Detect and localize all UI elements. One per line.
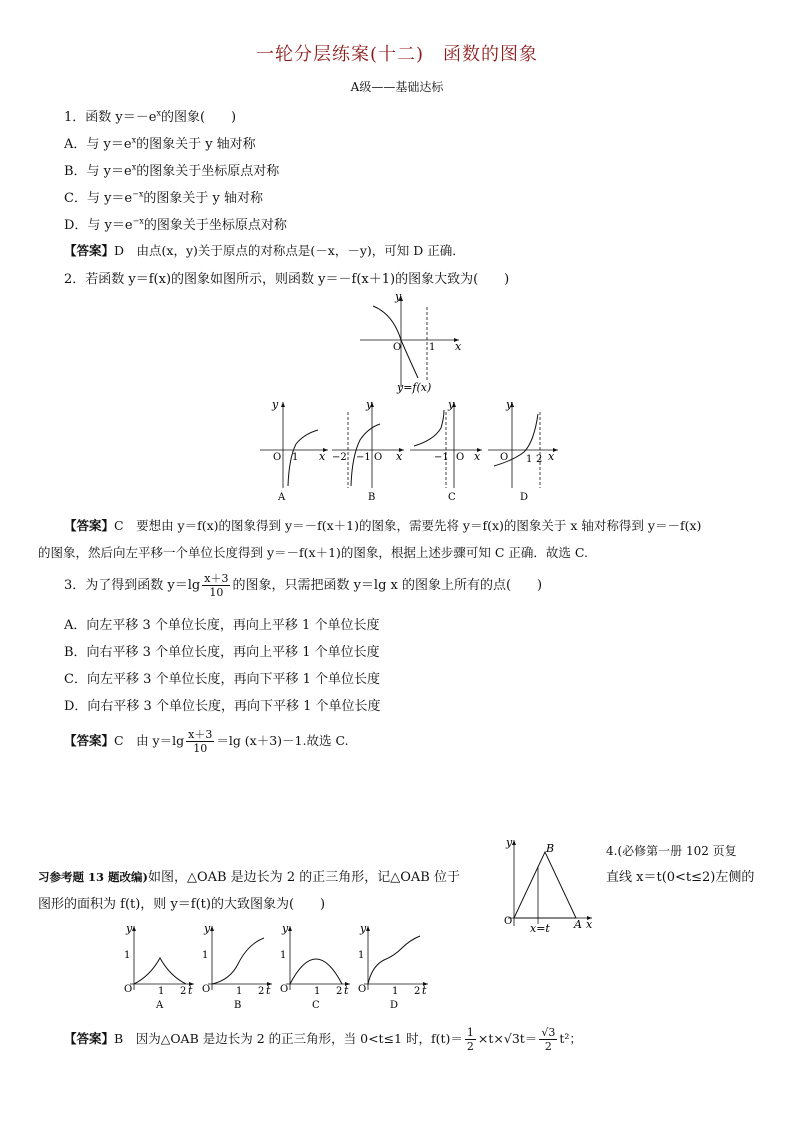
q4-stem-line3: 图形的面积为 f(t)，则 y＝f(t)的大致图象为( ) bbox=[38, 897, 326, 912]
svg-text:O: O bbox=[374, 452, 383, 463]
svg-text:2: 2 bbox=[180, 986, 187, 997]
svg-text:t: t bbox=[188, 984, 193, 997]
q3-answer: 【答案】C 由 y＝lg $\frac{x+3}{10}$ ＝lg (x＋3)－1.故选 C. bbox=[64, 728, 349, 755]
q4-stem-left: 习参考题 13 题改编)如图，△OAB 是边长为 2 的正三角形，记△OAB 位于 bbox=[38, 870, 460, 885]
svg-text:B: B bbox=[546, 842, 555, 855]
q4-triangle-figure bbox=[500, 836, 596, 934]
q4-stem-right-1: 4.(必修第一册 102 页复 bbox=[606, 844, 737, 858]
svg-text:O: O bbox=[202, 984, 211, 995]
svg-text:y: y bbox=[448, 398, 455, 411]
svg-text:−1: −1 bbox=[434, 452, 449, 463]
svg-text:1: 1 bbox=[429, 342, 436, 353]
svg-text:2: 2 bbox=[414, 986, 421, 997]
svg-text:2: 2 bbox=[258, 986, 265, 997]
q3-option-c: C．向左平移 3 个单位长度，再向下平移 1 个单位长度 bbox=[64, 672, 381, 687]
svg-text:y: y bbox=[506, 398, 513, 411]
svg-text:y: y bbox=[204, 922, 211, 935]
svg-text:D: D bbox=[520, 492, 529, 502]
svg-text:x=t: x=t bbox=[530, 922, 550, 934]
q2-main-graph bbox=[355, 292, 465, 394]
svg-text:B: B bbox=[368, 492, 376, 502]
q1-option-d: D．与 $y=e^{-x}$的图象关于坐标原点对称 bbox=[64, 216, 287, 233]
q3-option-d: D．向右平移 3 个单位长度，再向下平移 1 个单位长度 bbox=[64, 699, 381, 714]
svg-text:1: 1 bbox=[236, 986, 243, 997]
svg-text:O: O bbox=[500, 452, 509, 463]
q4-option-graph-d bbox=[354, 920, 432, 1010]
q2-answer-line2: 的图象，然后向左平移一个单位长度得到 y＝－f(x＋1)的图象，根据上述步骤可知 C 正确．故选 C. bbox=[38, 545, 588, 560]
q2-stem: 2．若函数 y＝f(x)的图象如图所示，则函数 y＝－f(x＋1)的图象大致为( ) bbox=[64, 272, 510, 287]
svg-text:t: t bbox=[344, 984, 349, 997]
q2-main-caption: y=f(x) bbox=[397, 381, 432, 394]
svg-text:y: y bbox=[506, 836, 513, 849]
svg-text:O: O bbox=[456, 452, 465, 463]
q1-option-a: A．与 $y=e^x$的图象关于 y 轴对称 bbox=[64, 135, 256, 152]
q4-option-graph-b bbox=[198, 920, 276, 1010]
q1-answer: 【答案】D 由点(x，y)关于原点的对称点是(－x，－y)，可知 D 正确． bbox=[64, 243, 465, 258]
q1-stem: 1．函数 $y=-e^x$的图象( ) bbox=[64, 108, 237, 125]
svg-text:O: O bbox=[504, 916, 513, 927]
q4-option-graph-c bbox=[276, 920, 354, 1010]
svg-text:t: t bbox=[422, 984, 427, 997]
svg-text:2: 2 bbox=[536, 454, 543, 465]
svg-text:C: C bbox=[312, 1000, 320, 1010]
svg-text:A: A bbox=[574, 918, 582, 931]
q4-option-graph-a bbox=[120, 920, 198, 1010]
svg-text:−2: −2 bbox=[332, 452, 347, 463]
svg-text:y: y bbox=[282, 922, 289, 935]
svg-text:t: t bbox=[266, 984, 271, 997]
svg-text:1: 1 bbox=[526, 454, 533, 465]
svg-text:y: y bbox=[272, 398, 279, 411]
q2-option-graph-c bbox=[408, 398, 486, 502]
svg-text:x: x bbox=[455, 340, 462, 353]
svg-text:C: C bbox=[448, 492, 456, 502]
svg-text:x: x bbox=[586, 918, 593, 931]
svg-text:O: O bbox=[393, 342, 402, 353]
q2-answer-line1: 【答案】C 要想由 y＝f(x)的图象得到 y＝－f(x＋1)的图象，需要先将 y＝f(x)的图象关于 x 轴对称得到 y＝－f(x) bbox=[64, 518, 702, 533]
q4-stem-right-2: 直线 x＝t(0<t≤2)左侧的 bbox=[606, 870, 755, 885]
q3-stem: 3．为了得到函数 y＝lg $\frac{x+3}{10}$ 的图象，只需把函数 y＝lg x 的图象上所有的点( ) bbox=[64, 572, 543, 599]
svg-text:1: 1 bbox=[358, 950, 365, 961]
svg-text:−1: −1 bbox=[356, 452, 371, 463]
q4-answer: 【答案】B 因为△OAB 是边长为 2 的正三角形，当 0<t≤1 时，f(t)＝ $\frac{1}{2}$ ×t×√3t＝ $\frac{√3}{2}$ t²； bbox=[64, 1026, 582, 1053]
q3-fraction: $\frac{x+3}{10}$ bbox=[204, 572, 229, 599]
svg-text:1: 1 bbox=[292, 452, 299, 463]
svg-text:1: 1 bbox=[280, 950, 287, 961]
svg-text:1: 1 bbox=[158, 986, 165, 997]
svg-text:1: 1 bbox=[314, 986, 321, 997]
q1-option-b: B．与 $y=e^x$的图象关于坐标原点对称 bbox=[64, 162, 280, 179]
svg-text:2: 2 bbox=[336, 986, 343, 997]
svg-text:x: x bbox=[319, 450, 326, 463]
svg-text:y: y bbox=[366, 398, 373, 411]
svg-text:D: D bbox=[390, 1000, 399, 1010]
svg-text:x: x bbox=[396, 450, 403, 463]
svg-text:y: y bbox=[126, 922, 133, 935]
level-heading: A级——基础达标 bbox=[350, 80, 444, 94]
q3-option-b: B．向右平移 3 个单位长度，再向上平移 1 个单位长度 bbox=[64, 645, 380, 660]
svg-text:A: A bbox=[156, 1000, 164, 1010]
svg-text:1: 1 bbox=[392, 986, 399, 997]
svg-text:O: O bbox=[358, 984, 367, 995]
svg-text:x: x bbox=[548, 450, 555, 463]
svg-text:O: O bbox=[273, 452, 282, 463]
svg-text:O: O bbox=[124, 984, 133, 995]
svg-text:1: 1 bbox=[202, 950, 209, 961]
q3-option-a: A．向左平移 3 个单位长度，再向上平移 1 个单位长度 bbox=[64, 618, 380, 633]
svg-text:O: O bbox=[280, 984, 289, 995]
svg-text:1: 1 bbox=[124, 950, 131, 961]
q2-option-graph-a bbox=[258, 398, 330, 502]
q2-option-graph-d bbox=[486, 398, 562, 502]
q2-option-graph-b bbox=[330, 398, 408, 502]
svg-text:x: x bbox=[474, 450, 481, 463]
svg-text:B: B bbox=[234, 1000, 242, 1010]
svg-text:y: y bbox=[360, 922, 367, 935]
q1-option-c: C．与 $y=e^{-x}$的图象关于 y 轴对称 bbox=[64, 189, 263, 206]
svg-text:y: y bbox=[395, 292, 402, 303]
page-title: 一轮分层练案(十二) 函数的图象 bbox=[255, 44, 539, 65]
svg-text:A: A bbox=[278, 492, 286, 502]
